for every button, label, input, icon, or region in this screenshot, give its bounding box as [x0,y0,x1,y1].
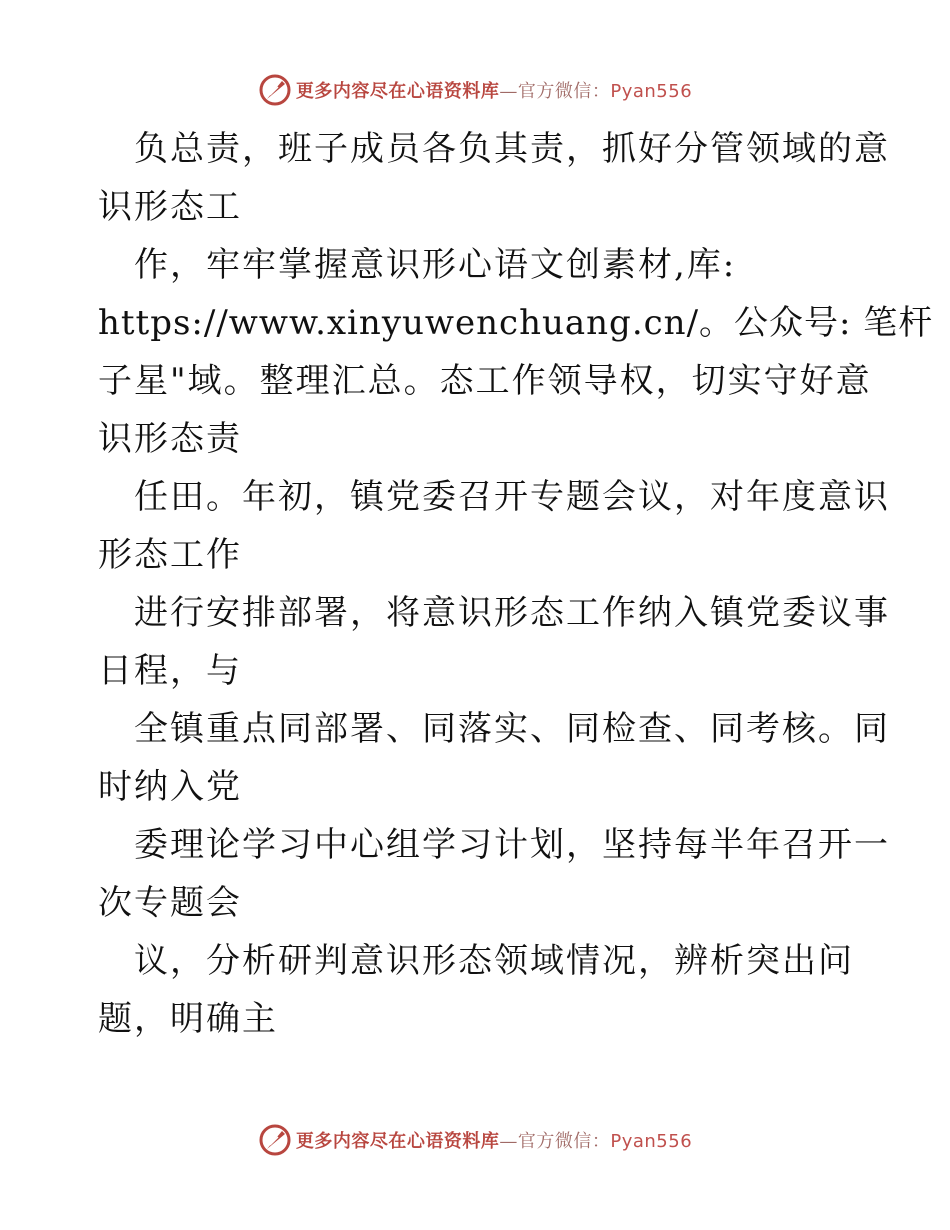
header-banner-text [296,77,692,103]
body-line-10: 日程，与 [98,651,242,691]
body-line-14: 次专题会 [98,883,242,923]
body-line-8: 形态工作 [98,535,242,575]
body-line-7: 任田。年初，镇党委召开专题会议，对年度意识 [134,477,890,517]
footer-wechat-id: Pyan556 [610,1131,693,1152]
footer-wechat-label: 官方微信： [517,1131,611,1152]
header-banner [0,70,950,110]
header-wechat-label: 官方微信： [517,81,611,102]
body-line-11: 全镇重点同部署、同落实、同检查、同考核。同 [134,709,890,749]
document-body [98,120,934,1048]
footer-site-text: 更多内容尽在心语资料库 [295,1131,500,1152]
body-line-9: 进行安排部署，将意识形态工作纳入镇党委议事 [134,593,890,633]
body-line-6: 识形态责 [98,419,242,459]
body-line-2: 识形态工 [98,187,242,227]
body-line-5: 子星"域。整理汇总。态工作领导权，切实守好意 [98,361,872,401]
header-dash: — [499,81,518,102]
body-line-15: 议，分析研判意识形态领域情况，辨析突出问 [134,941,854,981]
footer-banner [0,1120,950,1160]
body-line-4: https://www.xinyuwenchuang.cn/。公众号: 笔杆 [98,303,934,343]
header-wechat-id: Pyan556 [610,81,693,102]
body-line-1: 负总责，班子成员各负其责，抓好分管领域的意 [134,129,890,169]
feather-pen-logo-icon [258,1123,292,1157]
body-line-13: 委理论学习中心组学习计划，坚持每半年召开一 [134,825,890,865]
footer-dash: — [499,1131,518,1152]
header-site-text: 更多内容尽在心语资料库 [295,81,500,102]
body-line-3: 作，牢牢掌握意识形心语文创素材,库: [134,245,737,285]
body-line-16: 题，明确主 [98,999,278,1039]
body-line-12: 时纳入党 [98,767,242,807]
footer-banner-text [296,1127,692,1153]
feather-pen-logo-icon [258,73,292,107]
